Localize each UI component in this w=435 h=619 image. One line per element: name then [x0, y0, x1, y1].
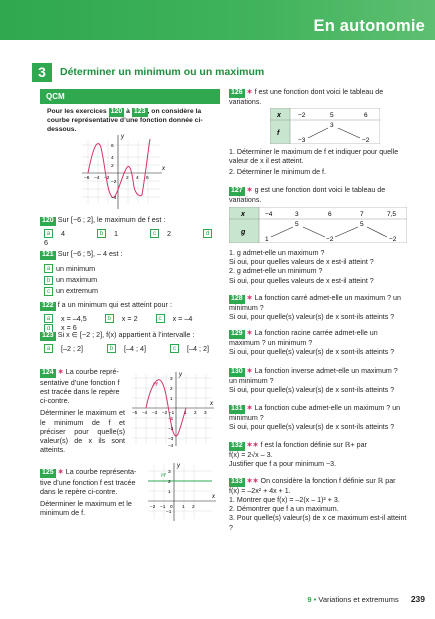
tick-x: −1 — [160, 505, 166, 510]
option-letter: b — [105, 314, 114, 323]
answer-options — [44, 344, 225, 354]
exercise-question: 1. Montrer que f(x) = –2(x – 1)² + 3. — [229, 495, 340, 504]
exercise-text: Sur [−6 ; 5], – 4 est : — [57, 249, 123, 258]
exercise-text: La fonction cube admet-elle un maximum ? un minimum ? — [229, 404, 401, 422]
option-text: x = 6 — [61, 323, 77, 333]
exercise-number: 133 — [231, 478, 243, 485]
exercise-text: f est la fonction définie sur ℝ+ par — [260, 441, 367, 449]
option-text: [–4 ; 2] — [186, 343, 209, 353]
tick-y: 4 — [111, 156, 114, 161]
exercise-131 — [229, 404, 407, 432]
exercise-formula: f(x) = –2x² + 4x + 1. — [229, 486, 291, 495]
tick-x: −4 — [94, 176, 100, 181]
exercise-text: On considère la fonction f définie sur ℝ par — [260, 477, 396, 485]
difficulty-star-icon: ✶ — [246, 294, 253, 302]
tick-y: −2 — [111, 180, 117, 185]
chapter-number: 9 — [307, 595, 312, 604]
exercise-question: Si oui, pour quelle(s) valeur(s) de x sont-ils atteints ? — [229, 385, 395, 394]
tick-x: 2 — [192, 505, 195, 510]
table-g-value: 1 — [265, 236, 269, 243]
exercise-formula: f(x) = 2√x – 3. — [229, 450, 273, 459]
axis-x-label: x — [210, 401, 213, 407]
tick-x: −6 — [84, 176, 90, 181]
table-x-value: 3 — [295, 211, 299, 218]
qcm-intro-text: Pour les exercices — [47, 108, 109, 115]
exercise-question: Si oui, pour quelles valeurs de x est-il atteint ? — [229, 276, 374, 285]
option-text: un maximum — [56, 274, 98, 284]
exercise-132 — [229, 441, 407, 469]
ex125-graph — [142, 461, 220, 523]
exercise-123 — [40, 330, 225, 353]
exercise-question: 1. Déterminer le maximum de f et indiquer pour quelle valeur de x il est atteint. — [229, 148, 399, 166]
option-a[interactable] — [44, 229, 73, 238]
exercise-number: 127 — [231, 187, 243, 194]
exercise-question: Justifier que f a pour minimum −3. — [229, 459, 337, 468]
exercise-text: tive d’une fonction f est tracée dans le repère ci-contre. — [40, 477, 136, 496]
exercise-question: 2. Démontrer que f a un maximum. — [229, 505, 339, 514]
option-b[interactable] — [105, 314, 146, 323]
tick-x: −3 — [152, 410, 158, 415]
option-letter: c — [150, 229, 159, 238]
difficulty-star-icon: ✶ — [57, 367, 64, 376]
option-b[interactable] — [107, 344, 154, 353]
table-header-x: x — [241, 211, 245, 218]
difficulty-star-icon: ✶ — [246, 88, 253, 96]
option-c[interactable] — [44, 285, 225, 296]
table-g-value: −2 — [389, 236, 397, 243]
table-x-value: 6 — [364, 112, 368, 119]
exercise-number: 124 — [42, 369, 54, 376]
tick-x: 6 — [146, 176, 149, 181]
ex-ref-123[interactable]: 123 — [133, 108, 146, 115]
tick-x: −5 — [132, 410, 138, 415]
option-letter: c — [44, 287, 53, 296]
exercise-question: 1. g admet-elle un maximum ? — [229, 249, 325, 257]
option-letter: b — [44, 276, 53, 285]
exercise-text: La courbe repré- — [65, 367, 119, 376]
page-number: 239 — [410, 594, 425, 604]
origin-label: 0 — [170, 505, 173, 510]
section-number: 3 — [32, 63, 52, 82]
tick-y: 3 — [168, 470, 171, 475]
table-f-value: 3 — [330, 122, 334, 129]
chapter-title: Variations et extremums — [318, 595, 399, 604]
exercise-text: Si x ∈ [−2 ; 2], f(x) appartient à l’intervalle : — [57, 330, 195, 339]
axis-x-label: x — [212, 494, 215, 500]
qcm-graph — [78, 131, 168, 211]
tick-x: −1 — [169, 410, 175, 415]
tick-x: 1 — [182, 505, 185, 510]
exercise-124 — [40, 367, 125, 455]
exercise-text: Sur [−6 ; 2], le maximum de f est : — [57, 215, 166, 224]
variation-arrow — [338, 128, 360, 138]
page-footer — [307, 594, 425, 605]
tick-y: −1 — [166, 510, 172, 515]
option-text: 2 — [167, 228, 171, 238]
exercise-question: Si oui, pour quelles valeurs de x est-il atteint ? — [229, 258, 374, 267]
exercise-question: Si oui, pour quelle(s) valeur(s) de x sont-ils atteints ? — [229, 422, 395, 431]
axis-x-label: x — [162, 166, 165, 172]
exercise-number: 120 — [42, 217, 54, 224]
tick-y: −1 — [168, 416, 174, 421]
difficulty-star-icon: ✶ — [246, 329, 253, 337]
footer-separator: • — [313, 595, 317, 604]
option-c[interactable] — [156, 314, 201, 323]
exercise-122 — [40, 300, 225, 333]
variation-arrow — [303, 227, 325, 237]
exercise-number: 130 — [231, 368, 243, 375]
exercise-text: La courbe représenta- — [65, 467, 137, 476]
axis-y-label: y — [177, 463, 180, 469]
table-header-f: f — [277, 130, 280, 137]
variation-arrow — [335, 227, 358, 237]
option-b[interactable] — [44, 274, 225, 285]
exercise-question: Déterminer le maximum et le minimum de f. — [40, 499, 132, 518]
exercise-number: 131 — [231, 405, 243, 412]
difficulty-star-icon: ✶ — [246, 186, 253, 194]
option-letter: a — [44, 344, 53, 353]
option-a[interactable] — [44, 344, 91, 353]
tick-x: 1 — [184, 410, 187, 415]
tick-y: −3 — [168, 436, 174, 441]
exercise-number: 123 — [42, 332, 54, 339]
exercise-question: 3. Pour quelle(s) valeur(s) de x ce maximum est-il atteint ? — [229, 514, 407, 532]
tick-x: 3 — [204, 410, 207, 415]
ex127-variation-table — [229, 207, 407, 243]
exercise-text: La fonction racine carrée admet-elle un maximum ? un minimum ? — [229, 329, 378, 347]
option-a[interactable] — [44, 314, 95, 323]
option-text: 4 — [61, 228, 65, 238]
table-x-value: −4 — [265, 211, 273, 218]
tick-x: −2 — [104, 176, 110, 181]
exercise-126-questions — [229, 148, 407, 178]
tick-x: 4 — [136, 176, 139, 181]
tick-y: 1 — [170, 396, 173, 401]
option-text: un extremum — [56, 286, 98, 296]
tick-x: −4 — [142, 410, 148, 415]
axis-y-label: y — [121, 134, 124, 140]
option-b[interactable] — [97, 229, 126, 238]
difficulty-star-icon: ✶✶ — [246, 477, 259, 485]
option-a[interactable] — [44, 263, 225, 274]
exercise-text: sentative d’une fonction f est tracée dans le repère ci-contre. — [40, 377, 120, 406]
table-header-g: g — [241, 229, 246, 236]
exercise-question: Déterminer le maximum et le minimum de f et préciser pour quelle(s) valeur(s) de x ils sont atteints. — [40, 408, 125, 455]
table-f-value: −2 — [362, 137, 370, 144]
exercise-127-questions — [229, 249, 407, 286]
exercise-121 — [40, 249, 225, 296]
option-text: 1 — [114, 228, 118, 238]
option-text: [–4 ; 4] — [123, 343, 146, 353]
tick-y: −4 — [168, 443, 174, 448]
tick-y: 2 — [168, 480, 171, 485]
tick-y: −4 — [111, 196, 117, 201]
difficulty-star-icon: ✶ — [246, 404, 253, 412]
exercise-text: f a un minimum qui est atteint pour : — [57, 300, 172, 309]
table-x-value: 5 — [330, 112, 334, 119]
exercise-number: 128 — [231, 295, 243, 302]
exercise-number: 129 — [231, 330, 243, 337]
tick-y: 6 — [111, 144, 114, 149]
exercise-129 — [229, 329, 407, 357]
exercise-question: 2. g admet-elle un minimum ? — [229, 267, 323, 276]
exercise-number: 125 — [42, 469, 54, 476]
exercise-127 — [229, 186, 407, 205]
exercise-120 — [40, 215, 225, 248]
option-letter: a — [44, 264, 53, 273]
section-title: Déterminer un minimum ou un maximum — [60, 66, 265, 78]
ex125-grid — [148, 465, 212, 519]
curve-label: 𝒞f — [160, 473, 166, 479]
difficulty-star-icon: ✶ — [57, 467, 64, 476]
ex124-grid — [132, 374, 212, 444]
tick-x: 2 — [126, 176, 129, 181]
table-g-value: 5 — [295, 221, 299, 228]
answer-options — [44, 263, 225, 296]
option-text: [–2 ; 2] — [61, 343, 83, 353]
tick-x: −2 — [150, 505, 156, 510]
exercise-126 — [229, 88, 407, 107]
option-letter: c — [170, 344, 179, 353]
tick-y: 3 — [170, 376, 173, 381]
option-letter: d — [44, 324, 53, 333]
table-g-value: 5 — [360, 221, 364, 228]
ex124-graph — [128, 370, 216, 448]
table-f-value: −3 — [298, 137, 306, 144]
variation-arrow — [308, 128, 328, 138]
qcm-intro-text: à — [124, 108, 132, 115]
exercise-question: 2. Déterminer le minimum de f. — [229, 168, 326, 177]
ex-ref-120[interactable]: 120 — [110, 108, 123, 115]
difficulty-star-icon: ✶✶ — [246, 441, 259, 449]
exercise-number: 122 — [42, 302, 54, 309]
option-c[interactable] — [150, 229, 179, 238]
option-text: un minimum — [56, 263, 96, 273]
option-letter: d — [203, 229, 212, 238]
option-text: x = 2 — [121, 313, 138, 323]
exercise-number: 121 — [42, 251, 54, 258]
tick-y: 2 — [170, 386, 173, 391]
qcm-intro-text: , on considère la courbe représentative d’une fonction donnée ci-dessous. — [47, 108, 203, 133]
table-header-x: x — [277, 112, 281, 119]
exercise-125 — [40, 467, 140, 518]
table-x-value: 6 — [328, 211, 332, 218]
qcm-header: QCM — [40, 89, 220, 104]
exercise-question: Si oui, pour quelle(s) valeur(s) de x sont-ils atteints ? — [229, 347, 395, 356]
difficulty-star-icon: ✶ — [246, 367, 253, 375]
table-x-value: 7 — [360, 211, 364, 218]
exercise-128 — [229, 294, 407, 322]
exercise-130 — [229, 367, 407, 395]
banner-title: En autonomie — [313, 17, 425, 35]
qcm-curve — [88, 139, 150, 198]
exercise-question: Si oui, pour quelle(s) valeur(s) de x sont-ils atteints ? — [229, 312, 395, 321]
tick-x: −2 — [162, 410, 168, 415]
option-text: x = –4,5 — [61, 313, 87, 323]
tick-y: 2 — [111, 164, 114, 169]
ex126-variation-table — [270, 108, 380, 144]
exercise-text: f est une fonction dont voici le tableau de variations. — [229, 88, 384, 106]
option-text: x = –4 — [172, 313, 193, 323]
variation-arrow — [367, 227, 387, 237]
answer-options — [44, 229, 225, 248]
variation-arrow — [271, 227, 293, 237]
option-letter: c — [156, 314, 165, 323]
tick-y: 1 — [168, 490, 171, 495]
option-letter: b — [97, 229, 106, 238]
table-x-value: 7,5 — [387, 211, 397, 218]
table-g-value: −2 — [326, 236, 334, 243]
table-x-value: −2 — [298, 112, 306, 119]
tick-x: 2 — [194, 410, 197, 415]
option-c[interactable] — [170, 344, 217, 353]
tick-y: −2 — [168, 426, 174, 431]
exercise-number: 126 — [231, 89, 243, 96]
option-letter: a — [44, 229, 53, 238]
option-text: 6 — [44, 238, 48, 248]
exercise-text: La fonction inverse admet-elle un maximum ? un minimum ? — [229, 367, 398, 385]
exercise-text: g est une fonction dont voici le tableau de variations. — [229, 186, 386, 204]
option-letter: a — [44, 314, 53, 323]
curve-label: 𝒞f — [152, 382, 158, 388]
axis-y-label: y — [179, 372, 182, 378]
exercise-number: 132 — [231, 442, 243, 449]
exercise-text: La fonction carré admet-elle un maximum ? un minimum ? — [229, 294, 401, 312]
option-letter: b — [107, 344, 116, 353]
exercise-133 — [229, 477, 407, 533]
